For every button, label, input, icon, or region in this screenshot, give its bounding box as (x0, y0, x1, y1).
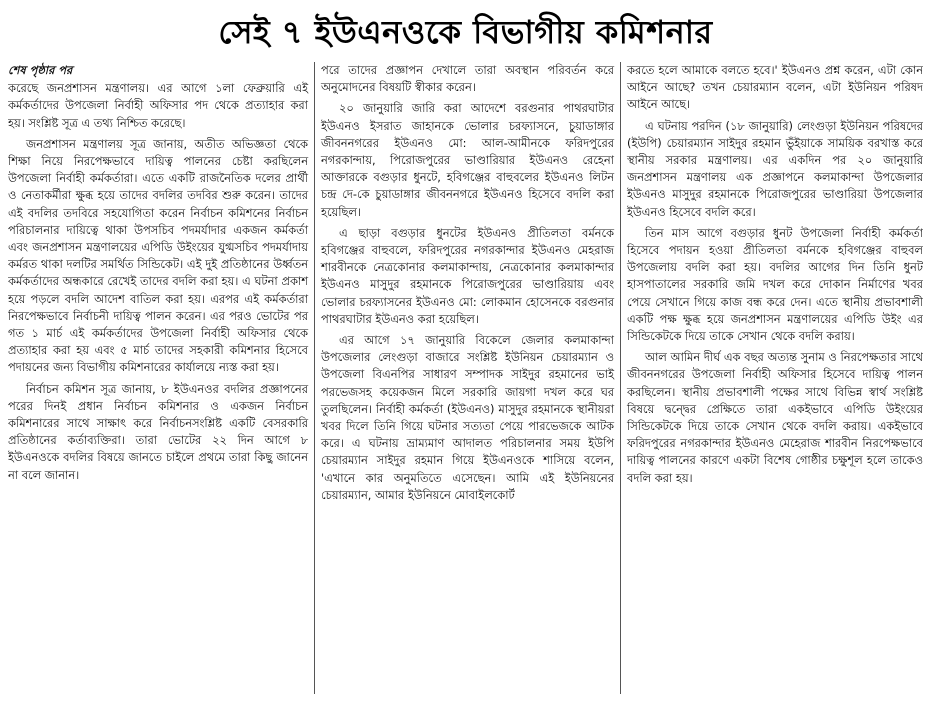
column-1 (8, 62, 314, 694)
paragraph: আল আমিন দীর্ঘ এক বছর অত্যন্ত সুনাম ও নিরপেক্ষতার সাথে জীবননগরের উপজেলা নির্বাহী অফিসার হিসেবে দায়িত্ব পালন করছিলেন। স্থানীয় প্রভাবশালী পক্ষের সাথে বিভিন্ন স্বার্থ সংশ্লিষ্ট বিষয়ে দ্বন্দ্বের প্রেক্ষিতে তারা একইভাবে এপিডি উইংয়ের সিন্ডিকেটকে দিয়ে তাকে সেখান থেকে বদলি করায়। একইভাবে ফরিদপুরের নগরকান্দার ইউএনও মেহেরাজ শারবীন নিরপেক্ষভাবে দায়িত্ব পালনের কারণে একটা বিশেষ গোষ্ঠীর চক্ষুশূল হলে তাকেও বদলি করা হয়। (627, 350, 923, 485)
paragraph: পরে তাদের প্রজ্ঞাপন দেখালে তারা অবস্থান পরিবর্তন করে অনুমোদনের বিষয়টি স্বীকার করেন। (321, 63, 614, 95)
paragraph: তিন মাস আগে বগুড়ার ধুনট উপজেলা নির্বাহী কর্মকর্তা হিসেবে পদায়ন হওয়া প্রীতিলতা বর্মনকে হবিগঞ্জের বাহুবল উপজেলায় বদলি করা হয়। বদলির আগের দিন তিনি ধুনট হাসপাতালের সরকারি জমি দখল করে দোকান নির্মাণের খবর পেয়ে সেখানে গিয়ে কাজ বন্ধ করে দেন। এতে স্থানীয় প্রভাবশালী একটি পক্ষ ক্ষুব্ধ হয়ে জনপ্রশাসন মন্ত্রণালয়ের এপিডি উইং এর সিন্ডিকেটকে দিয়ে তাকে সেখান থেকে বদলি করায়। (627, 225, 923, 344)
paragraph: এ ঘটনায় পরদিন (১৮ জানুয়ারি) লেংগুড়া ইউনিয়ন পরিষদের (ইউপি) চেয়ারম্যান সাইদুর রহমান ভুঁইয়াকে সাময়িক বরখাস্ত করে স্থানীয় সরকার মন্ত্রণালয়। এর একদিন পর ২০ জানুয়ারি জনপ্রশাসন মন্ত্রণালয় এক প্রজ্ঞাপনে কলমাকান্দা উপজেলার ইউএনও মাসুদুর রহমানকে পিরোজপুরের ভাণ্ডারিয়া উপজেলার ইউএনও হিসেবে বদলি করে। (627, 118, 923, 219)
paragraph: ২০ জানুয়ারি জারি করা আদেশে বরগুনার পাথরঘাটার ইউএনও ইসরাত জাহানকে ভোলার চরফ্যাসনে, চুয়াডাঙ্গার জীবননগরের ইউএনও মো: আল-আমীনকে ফরিদপুরের নগরকান্দায়, পিরোজপুরের ভাণ্ডারিয়ার ইউএনও রেহেনা আক্তারকে বগুড়ার ধুনটে, হবিগঞ্জের বাহুবলের ইউএনও লিটন চন্দ্র দে-কে চুয়াডাঙ্গার জীবননগরে ইউএনও হিসেবে বদলি করা হয়েছিল। (321, 101, 614, 219)
paragraph: এর আগে ১৭ জানুয়ারি বিকেলে জেলার কলমাকান্দা উপজেলার লেংগুড়া বাজারে সংশ্লিষ্ট ইউনিয়ন চেয়ারম্যান ও উপজেলা বিএনপির সাধারণ সম্পাদক সাইদুর রহমানের ভাই পরভেজসহ কয়েকজন মিলে সরকারি জায়গা দখল করে ঘর তুলছিলেন। নির্বাহী কর্মকর্তা (ইউএনও) মাসুদুর রহমানকে স্থানীয়রা খবর দিলে তিনি গিয়ে ঘটনার সত্যতা পেয়ে পারভেজকে আটক করে। এ ঘটনায় ভ্রাম্যমাণ আদালত পরিচালনার সময় ইউপি চেয়ারম্যান সাইদুর রহমান গিয়ে ইউএনওকে শাসিয়ে বলেন, 'এখানে কার অনুমতিতে এসেছেন। আমি এই ইউনিয়নের চেয়ারম্যান, আমার ইউনিয়নে মোবাইলকোর্ট (321, 333, 614, 502)
kicker: শেষ পৃষ্ঠার পর (8, 63, 73, 77)
paragraph: করেছে জনপ্রশাসন মন্ত্রণালয়। এর আগে ১লা ফেব্রুয়ারি এই কর্মকর্তাদের উপজেলা নির্বাহী অফিসার পদ থেকে প্রত্যাহার করা হয়। সংশ্লিষ্ট সূত্র এ তথ্য নিশ্চিত করেছে। (8, 81, 308, 130)
paragraph: জনপ্রশাসন মন্ত্রণালয় সূত্র জানায়, অতীত অভিজ্ঞতা থেকে শিক্ষা নিয়ে নিরপেক্ষভাবে দায়িত্ব পালনের চেষ্টা করছিলেন উপজেলা নির্বাহী কর্মকর্তারা। এতে একটি রাজনৈতিক দলের প্রার্থী ও নেতাকর্মীরা ক্ষুব্ধ হয়ে তাদের বদলির তদবির শুরু করেন। তাদের এই বদলির তদবিরে সহযোগিতা করেন নির্বাচন কমিশনের নির্বাচন পরিচালনার দায়িত্বে থাকা উপসচিব পদমর্যাদার একজন কর্মকর্তা এবং জনপ্রশাসন মন্ত্রণালয়ের এপিডি উইংয়ের যুগ্মসচিব পদমর্যাদায় কর্মরত থাকা দলটির সমর্থিত সিন্ডিকেট। এই দুই প্রতিষ্ঠানের উর্ধ্বতন কর্মকর্তাদের অন্ধকারে রেখেই তাদের বদলি করা হয়। এ ঘটনা প্রকাশ হয়ে পড়লে বদলি আদেশ বাতিল করা হয়। এরপর এই কর্মকর্তারা নিরপেক্ষভাবে নির্বাচনী দায়িত্ব পালন করেন। এর পরও ভোটের পর গত ১ মার্চ এই কর্মকর্তাদের উপজেলা নির্বাহী অফিসার থেকে প্রত্যাহার করা হয় এবং ৫ মার্চ তাদের সহকারী কমিশনার হিসেবে পদায়নের জন্য বিভাগীয় কমিশনারের কার্যালয়ে ন্যস্ত করা হয়। (8, 136, 308, 375)
headline: সেই ৭ ইউএনওকে বিভাগীয় কমিশনার (218, 13, 713, 51)
column-2 (314, 62, 620, 694)
paragraph: করতে হলে আমাকে বলতে হবে।' ইউএনও প্রশ্ন করেন, এটা কোন আইনে আছে? তখন চেয়ারম্যান বলেন, এটা ইউনিয়ন পরিষদ আইনে আছে। (627, 63, 923, 112)
paragraph: নির্বাচন কমিশন সূত্র জানায়, ৮ ইউএনওর বদলির প্রজ্ঞাপনের পরের দিনই প্রধান নির্বাচন কমিশনার ও একজন নির্বাচন কমিশনারের সাথে সাক্ষাৎ করে নির্বাচনসংশ্লিষ্ট একটি বেসরকারি প্রতিষ্ঠানের কর্তাব্যক্তিরা। তারা ভোটের ২২ দিন আগে ৮ ইউএনওকে বদলির বিষয়ে জানতে চাইলে প্রথমে তারা কিছু জানেন না বলে জানান। (8, 381, 308, 482)
paragraph: এ ছাড়া বগুড়ার ধুনটের ইউএনও প্রীতিলতা বর্মনকে হবিগঞ্জের বাহুবলে, ফরিদপুরের নগরকান্দার ইউএনও মেহরাজ শারবীনকে নেত্রকোনার কলমাকান্দায়, নেত্রকোনার কলমাকান্দার ইউএনও মাসুদুর রহমানকে পিরোজপুরের ভাণ্ডারিয়ায় এবং ভোলার চরফ্যাসনের ইউএনও মো: লোকমান হোসেনকে বরগুনার পাথরঘাটার ইউএনও করা হয়েছিল। (321, 225, 614, 326)
column-3 (620, 62, 923, 694)
article-body (8, 62, 923, 694)
